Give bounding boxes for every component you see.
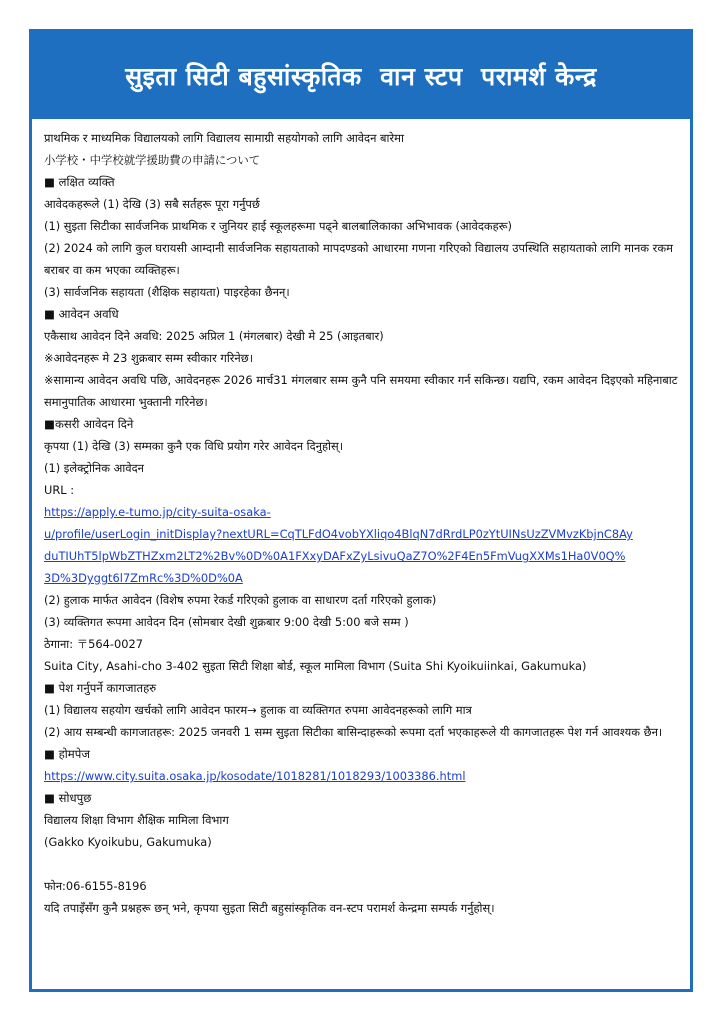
contact-department-romaji: (Gakko Kyoikubu, Gakumuka)	[44, 835, 212, 849]
application-link-line-3[interactable]: duTIUhT5lpWbZTHZxm2LT2%2Bv%0D%0A1FXxyDAFxZyLsivuQaZ7O%2F4En5FmVugXXMs1Ha0V0Q%	[44, 549, 626, 563]
target-condition-2: (2) 2024 को लागि कुल घरायसी आम्दानी सार्वजनिक सहायताको मापदण्डको आधारमा गणना गरिएको विद्यालय उपस्थिति सहायताको लागि मानक रकम बराबर वा कम भएका व्यक्तिहरू।	[44, 241, 673, 277]
contact-footer: यदि तपाइँसँग कुनै प्रश्नहरू छन् भने, कृपया सुइता सिटी बहुसांस्कृतिक वन-स्टप परामर्श केन्द्रमा सम्पर्क गर्नुहोस्।	[44, 901, 495, 915]
method-postal: (2) हुलाक मार्फत आवेदन (विशेष रुपमा रेकर्ड गरिएको हुलाक वा साधारण दर्ता गरिएको हुलाक)	[44, 593, 437, 607]
notice-body	[44, 127, 680, 919]
contact-phone: फोन:06-6155-8196	[44, 879, 147, 893]
contact-department: विद्यालय शिक्षा विभाग शैक्षिक मामिला विभाग	[44, 813, 229, 827]
period-heading: ■ आवेदन अवधि	[44, 307, 119, 321]
address-postal-code: ठेगाना: 〒564-0027	[44, 637, 143, 651]
application-link-line-4[interactable]: 3D%3Dyggt6l7ZmRc%3D%0D%0A	[44, 571, 243, 585]
doc-title-japanese: 小学校・中学校就学援助費の申請について	[44, 153, 261, 167]
period-main: एकैसाथ आवेदन दिने अवधि: 2025 अप्रिल 1 (मंगलबार) देखी मे 25 (आइतबार)	[44, 329, 384, 343]
period-note-2: ※सामान्य आवेदन अवधि पछि, आवेदनहरू 2026 मार्च31 मंगलबार सम्म कुनै पनि समयमा स्वीकार गर्न सकिन्छ। यद्यपि, रकम आवेदन दिइएको महिनाबाट समानुपातिक आधारमा भुक्तानी गरिनेछ।	[44, 373, 678, 409]
method-in-person: (3) व्यक्तिगत रूपमा आवेदन दिन (सोमबार देखी शुक्रबार 9:00 देखी 5:00 बजे सम्म )	[44, 615, 409, 629]
address-line: Suita City, Asahi-cho 3-402 सुइता सिटी शिक्षा बोर्ड, स्कूल मामिला विभाग (Suita Shi Kyoikuiinkai, Gakumuka)	[44, 659, 587, 673]
method-electronic: (1) इलेक्ट्रोनिक आवेदन	[44, 461, 144, 475]
application-link-line-2[interactable]: u/profile/userLogin_initDisplay?nextURL=CqTLFdO4vobYXliqo4BlqN7dRrdLP0zYtUINsUzZVMvzKbjnC8Ay	[44, 527, 633, 541]
homepage-link[interactable]: https://www.city.suita.osaka.jp/kosodate/1018281/1018293/1003386.html	[44, 769, 466, 783]
how-heading: ■कसरी आवेदन दिने	[44, 417, 134, 431]
contact-heading: ■ सोधपुछ	[44, 791, 92, 805]
target-heading: ■ लक्षित व्यक्ति	[44, 175, 115, 189]
document-2: (2) आय सम्बन्धी कागजातहरू: 2025 जनवरी 1 सम्म सुइता सिटीका बासिन्दाहरूको रूपमा दर्ता भएकाहरूले यी कागजातहरू पेश गर्न आवश्यक छैन।	[44, 725, 663, 739]
spacer	[44, 853, 680, 875]
application-link[interactable]	[44, 501, 680, 589]
homepage-heading: ■ होमपेज	[44, 747, 90, 761]
period-note-1: ※आवेदनहरू मे 23 शुक्रबार सम्म स्वीकार गरिनेछ।	[44, 351, 254, 365]
target-condition-1: (1) सुइता सिटीका सार्वजनिक प्राथमिक र जुनियर हाई स्कूलहरूमा पढ्ने बालबालिकाका अभिभावक (आवेदकहरू)	[44, 219, 513, 233]
notice-frame	[29, 29, 693, 992]
document-1: (1) विद्यालय सहयोग खर्चको लागि आवेदन फारम→ हुलाक वा व्यक्तिगत रुपमा आवेदनहरूको लागि मात्र	[44, 703, 472, 717]
how-intro: कृपया (1) देखि (3) सम्मका कुनै एक विधि प्रयोग गरेर आवेदन दिनुहोस्।	[44, 439, 344, 453]
target-intro: आवेदकहरूले (1) देखि (3) सबै सर्तहरू पूरा गर्नुपर्छ	[44, 197, 260, 211]
application-link-line-1[interactable]: https://apply.e-tumo.jp/city-suita-osaka-	[44, 505, 271, 519]
documents-heading: ■ पेश गर्नुपर्ने कागजातहरु	[44, 681, 157, 695]
url-label: URL :	[44, 483, 75, 497]
doc-title-nepali: प्राथमिक र माध्यमिक विद्यालयको लागि विद्यालय सामाग्री सहयोगको लागि आवेदन बारेमा	[44, 131, 404, 145]
header-banner	[32, 32, 690, 119]
banner-title: सुइता सिटी बहुसांस्कृतिक वान स्टप परामर्श केन्द्र	[125, 61, 597, 91]
target-condition-3: (3) सार्वजनिक सहायता (शैक्षिक सहायता) पाइरहेका छैनन्।	[44, 285, 290, 299]
